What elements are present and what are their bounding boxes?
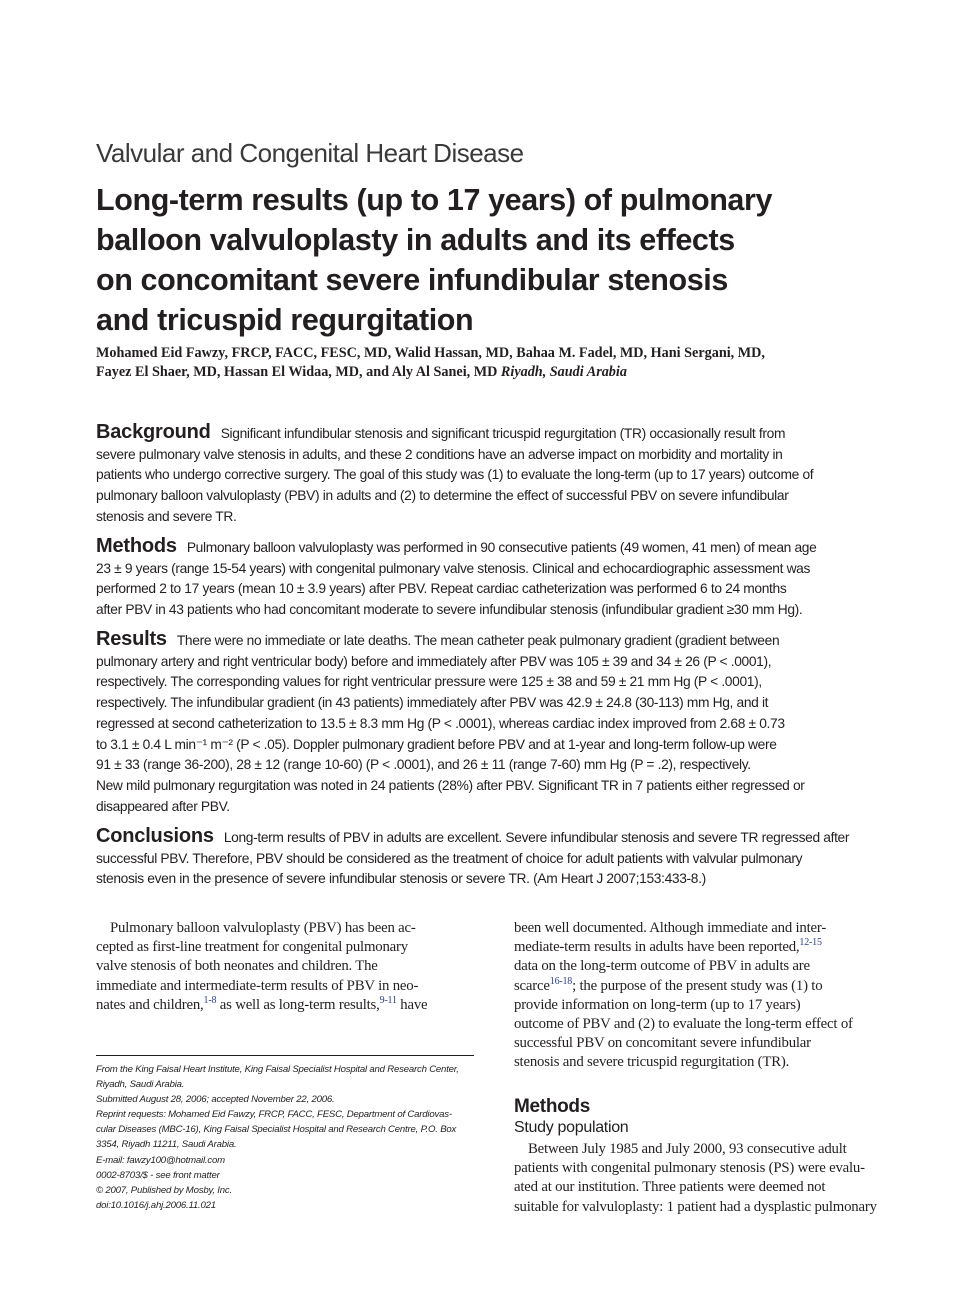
footnotes — [96, 1062, 481, 1213]
abstract-line: performed 2 to 17 years (mean 10 ± 3.9 years) after PBV. Repeat cardiac catheterization was performed 6 to 24 months — [96, 581, 787, 597]
body-text: scarce — [514, 977, 550, 994]
citation-link[interactable]: 1-8 — [203, 994, 217, 1006]
citation-link[interactable]: 16-18 — [549, 975, 573, 987]
study-population-subheading: Study population — [514, 1119, 629, 1136]
section-label: Valvular and Congenital Heart Disease — [96, 138, 524, 168]
footnote-line: Riyadh, Saudi Arabia. — [96, 1079, 185, 1091]
abstract-text: Significant infundibular stenosis and significant tricuspid regurgitation (TR) occasionally result from — [220, 426, 786, 441]
body-line — [514, 1140, 899, 1159]
footnote-line: 0002-8703/$ - see front matter — [96, 1169, 220, 1181]
footnote-line: Reprint requests: Mohamed Eid Fawzy, FRCP, FACC, FESC, Department of Cardiovas- — [96, 1109, 452, 1121]
abstract-line: 23 ± 9 years (range 15-54 years) with congenital pulmonary valve stenosis. Clinical and echocardiographic assessment was — [96, 560, 811, 576]
body-line: patients with congenital pulmonary stenosis (PS) were evalu- — [514, 1160, 865, 1177]
methods-heading: Methods — [514, 1096, 591, 1117]
body-text: nates and children, — [96, 996, 204, 1013]
body-line — [514, 977, 899, 996]
abstract-heading-conclusions: Conclusions — [96, 825, 214, 847]
body-right-column — [514, 919, 899, 1073]
abstract-line — [96, 629, 893, 652]
abstract-text: Pulmonary balloon valvuloplasty was performed in 90 consecutive patients (49 women, 41 men) of mean age — [186, 540, 817, 555]
title-line: on concomitant severe infundibular stenosis — [96, 263, 728, 297]
abstract-line: after PBV in 43 patients who had concomitant moderate to severe infundibular stenosis (infundibular gradient ≥30 mm Hg). — [96, 602, 803, 618]
abstract-heading-background: Background — [96, 421, 211, 443]
title-line: and tricuspid regurgitation — [96, 303, 474, 337]
body-line — [96, 919, 481, 938]
footnote-line: 3354, Riyadh 11211, Saudi Arabia. — [96, 1139, 237, 1151]
abstract-line: stenosis and severe TR. — [96, 508, 237, 524]
abstract-line: disappeared after PBV. — [96, 798, 230, 814]
footnote-doi[interactable]: doi:10.1016/j.ahj.2006.11.021 — [96, 1199, 216, 1211]
body-line: valve stenosis of both neonates and children. The — [96, 958, 378, 975]
abstract-line — [96, 826, 893, 849]
author-location: Riyadh, Saudi Arabia — [500, 363, 627, 380]
body-line — [514, 938, 899, 957]
citation-link[interactable]: 12-15 — [799, 937, 822, 949]
abstract-line: New mild pulmonary regurgitation was noted in 24 patients (28%) after PBV. Significant TR in 7 patients either regressed or — [96, 777, 805, 793]
body-line: provide information on long-term (up to 17 years) — [514, 996, 801, 1013]
body-text: have — [396, 996, 428, 1013]
author-names: Fayez El Shaer, MD, Hassan El Widaa, MD, and Aly Al Sanei, MD — [96, 363, 498, 380]
title-line: Long-term results (up to 17 years) of pulmonary — [96, 183, 773, 217]
abstract-methods — [96, 536, 893, 621]
abstract-text: There were no immediate or late deaths. The mean catheter peak pulmonary gradient (gradient between — [176, 633, 780, 648]
article-title — [96, 180, 856, 340]
methods-body — [514, 1140, 899, 1217]
body-line: stenosis and severe tricuspid regurgitation (TR). — [514, 1054, 790, 1071]
author-line — [96, 363, 886, 382]
abstract-line: pulmonary balloon valvuloplasty (PBV) in adults and (2) to determine the effect of successful PBV on severe infundibular — [96, 488, 789, 504]
body-left-column — [96, 919, 481, 1015]
abstract-line — [96, 422, 893, 445]
abstract-line: 91 ± 33 (range 36-200), 28 ± 12 (range 10-60) (P < .0001), and 26 ± 11 (range 7-60) mm Hg (P = .2), respectively. — [96, 757, 751, 773]
footnote-email[interactable]: E-mail: fawzy100@hotmail.com — [96, 1154, 225, 1166]
body-line: outcome of PBV and (2) to evaluate the long-term effect of — [514, 1016, 853, 1033]
footnote-divider — [96, 1055, 474, 1056]
abstract-line — [96, 536, 893, 559]
footnote-line: From the King Faisal Heart Institute, King Faisal Specialist Hospital and Research Center, — [96, 1064, 459, 1075]
abstract-line: stenosis even in the presence of severe infundibular stenosis or severe TR. (Am Heart J 2007;153:433-8.) — [96, 871, 706, 887]
abstract-line: respectively. The infundibular gradient (in 43 patients) immediately after PBV was 42.9 ± 24.8 (30-113) mm Hg, and it — [96, 695, 769, 711]
footnote-line: cular Diseases (MBC-16), King Faisal Specialist Hospital and Research Centre, P.O. Box — [96, 1124, 457, 1136]
body-text: Between July 1985 and July 2000, 93 consecutive adult — [528, 1141, 847, 1157]
abstract-line: successful PBV. Therefore, PBV should be considered as the treatment of choice for adult patients with valvular pulmonary — [96, 850, 803, 866]
citation-link[interactable]: 9-11 — [379, 994, 397, 1006]
abstract-line: severe pulmonary valve stenosis in adults, and these 2 conditions have an adverse impact on morbidity and mortality in — [96, 446, 783, 462]
body-line: data on the long-term outcome of PBV in adults are — [514, 958, 810, 975]
footnote-line: Submitted August 28, 2006; accepted November 22, 2006. — [96, 1094, 335, 1106]
abstract-heading-results: Results — [96, 628, 167, 650]
abstract-heading-methods: Methods — [96, 535, 177, 557]
body-line: successful PBV on concomitant severe infundibular — [514, 1035, 811, 1052]
body-line — [96, 996, 481, 1015]
body-text: mediate-term results in adults have been reported, — [514, 939, 800, 956]
body-line: ated at our institution. Three patients were deemed not — [514, 1179, 826, 1196]
author-line: Mohamed Eid Fawzy, FRCP, FACC, FESC, MD, Walid Hassan, MD, Bahaa M. Fadel, MD, Hani Sergani, MD, — [96, 345, 765, 361]
abstract-line: patients who undergo corrective surgery. The goal of this study was (1) to evaluate the long-term (up to 17 years) outcome of — [96, 467, 814, 483]
abstract-results — [96, 629, 893, 817]
abstract-text: Long-term results of PBV in adults are excellent. Severe infundibular stenosis and severe TR regressed after — [223, 830, 850, 845]
abstract-conclusions — [96, 826, 893, 890]
body-line: suitable for valvuloplasty: 1 patient had a dysplastic pulmonary — [514, 1198, 877, 1215]
body-line: been well documented. Although immediate and inter- — [514, 920, 827, 936]
author-list — [96, 344, 886, 381]
body-text: Pulmonary balloon valvuloplasty (PBV) has been ac- — [110, 920, 416, 936]
abstract-background — [96, 422, 893, 528]
abstract-line: to 3.1 ± 0.4 L min⁻¹ m⁻² (P < .05). Doppler pulmonary gradient before PBV and at 1-year and long-term follow-up were — [96, 736, 777, 752]
abstract-line: regressed at second catheterization to 13.5 ± 8.3 mm Hg (P < .0001), whereas cardiac index improved from 2.68 ± 0.73 — [96, 715, 785, 731]
abstract-line: pulmonary artery and right ventricular body) before and immediately after PBV was 105 ± 39 and 34 ± 26 (P < .0001), — [96, 653, 772, 669]
footnote-line: © 2007, Published by Mosby, Inc. — [96, 1184, 232, 1196]
body-line: immediate and intermediate-term results of PBV in neo- — [96, 977, 419, 994]
body-text: as well as long-term results, — [216, 996, 380, 1013]
body-line: cepted as first-line treatment for congenital pulmonary — [96, 939, 408, 956]
title-line: balloon valvuloplasty in adults and its effects — [96, 223, 735, 257]
abstract-line: respectively. The corresponding values for right ventricular pressure were 125 ± 38 and 59 ± 21 mm Hg (P < .0001), — [96, 674, 762, 690]
body-text: ; the purpose of the present study was (1) to — [572, 977, 823, 994]
